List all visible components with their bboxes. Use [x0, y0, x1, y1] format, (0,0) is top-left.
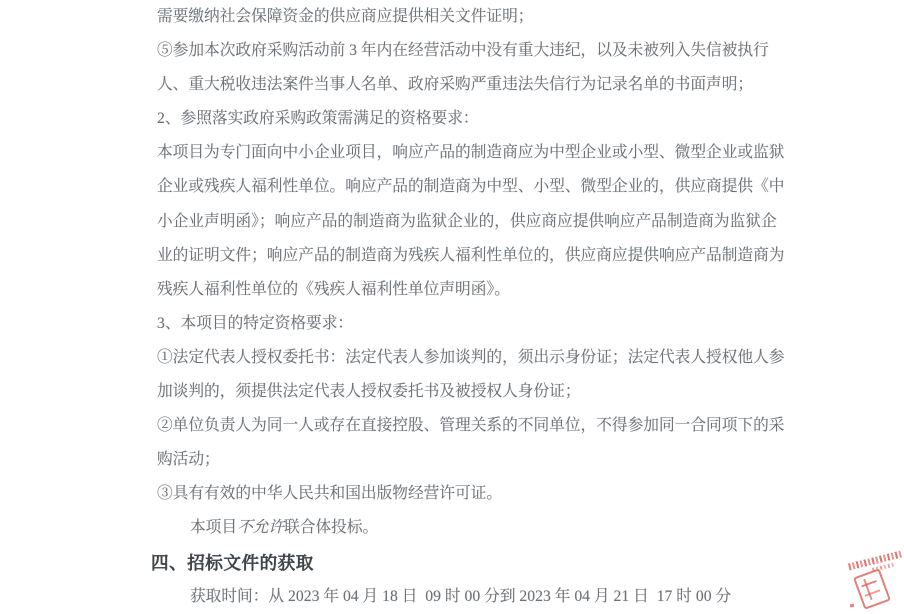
document-line: ②单位负责人为同一人或存在直接控股、管理关系的不同单位，不得参加同一合同项下的采 [157, 417, 785, 435]
document-line: 购活动； [157, 451, 220, 469]
document-line: 加谈判的，须提供法定代表人授权委托书及被授权人身份证； [157, 383, 581, 401]
document-line: 2、参照落实政府采购政策需满足的资格要求： [157, 110, 479, 128]
document-line: 企业或残疾人福利性单位。响应产品的制造商为中型、小型、微型企业的，供应商提供《中 [157, 178, 785, 196]
official-seal-stamp-icon [838, 545, 904, 611]
document-line: 本项目为专门面向中小企业项目，响应产品的制造商应为中型企业或小型、微型企业或监狱 [157, 144, 785, 162]
document-line: ①法定代表人授权委托书：法定代表人参加谈判的，须出示身份证；法定代表人授权他人参 [157, 348, 785, 366]
document-line: 获取时间：从 2023 年 04 月 18 日 09 时 00 分到 2023 年 04 月 21 日 17 时 00 分 [190, 587, 732, 605]
document-line: 残疾人福利性单位的《残疾人福利性单位声明函》。 [157, 280, 510, 298]
document-line: 3、本项目的特定资格要求： [157, 314, 354, 332]
section-heading: 四、招标文件的获取 [151, 552, 314, 573]
document-line: 人、重大税收违法案件当事人名单、政府采购严重违法失信行为记录名单的书面声明； [157, 76, 754, 94]
document-line: ③具有有效的中华人民共和国出版物经营许可证。 [157, 485, 503, 503]
stamp-box-icon [853, 568, 891, 610]
document-line: 业的证明文件；响应产品的制造商为残疾人福利性单位的，供应商应提供响应产品制造商为 [157, 246, 785, 264]
stamp-dot-icon [850, 604, 855, 608]
document-line: 需要缴纳社会保障资金的供应商应提供相关文件证明； [157, 8, 534, 25]
document-line: 本项目不允许联合体投标。 [190, 519, 379, 537]
document-line: ⑤参加本次政府采购活动前 3 年内在经营活动中没有重大违纪，以及未被列入失信被执行 [157, 42, 769, 60]
document-body [151, 0, 837, 614]
document-line: 小企业声明函》；响应产品的制造商为监狱企业的，供应商应提供响应产品制造商为监狱企 [157, 212, 777, 230]
